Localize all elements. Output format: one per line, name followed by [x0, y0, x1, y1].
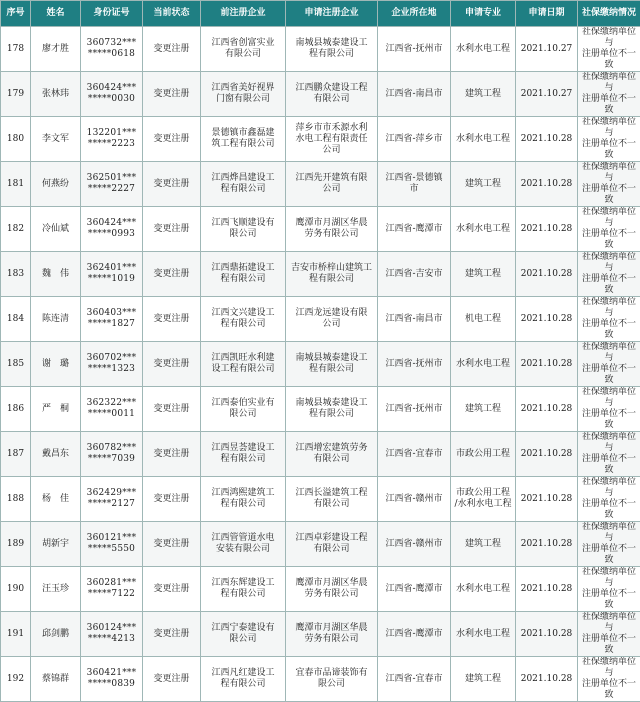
cell-applied-major: 建筑工程	[451, 522, 516, 567]
cell-name: 张林玮	[31, 72, 81, 117]
cell-company-location: 江西省-鹰潭市	[378, 612, 451, 657]
cell-applied-major: 水利水电工程	[451, 207, 516, 252]
cell-no: 185	[1, 342, 31, 387]
cell-social-security: 社保缴纳单位与 注册单位不一致	[578, 477, 640, 522]
cell-applied-company: 鹰潭市月湖区华晨 劳务有限公司	[286, 612, 378, 657]
cell-apply-date: 2021.10.28	[516, 387, 578, 432]
cell-previous-company: 江西飞顺建设有 限公司	[201, 207, 286, 252]
cell-status: 变更注册	[143, 27, 201, 72]
cell-no: 182	[1, 207, 31, 252]
header-social-security: 社保缴纳情况	[578, 1, 640, 27]
cell-company-location: 江西省-抚州市	[378, 27, 451, 72]
cell-status: 变更注册	[143, 567, 201, 612]
cell-social-security: 社保缴纳单位与 注册单位不一致	[578, 657, 640, 702]
cell-previous-company: 江西管管道水电 安装有限公司	[201, 522, 286, 567]
cell-name: 胡新宇	[31, 522, 81, 567]
cell-applied-major: 市政公用工程 /水利水电工程	[451, 477, 516, 522]
cell-apply-date: 2021.10.27	[516, 27, 578, 72]
cell-social-security: 社保缴纳单位与 注册单位不一致	[578, 342, 640, 387]
cell-social-security: 社保缴纳单位与 注册单位不一致	[578, 612, 640, 657]
cell-name: 邱剑鹏	[31, 612, 81, 657]
cell-id-number: 362429*** *****2127	[81, 477, 143, 522]
cell-apply-date: 2021.10.28	[516, 162, 578, 207]
cell-name: 戴昌东	[31, 432, 81, 477]
cell-status: 变更注册	[143, 432, 201, 477]
table-header	[1, 1, 640, 27]
cell-status: 变更注册	[143, 207, 201, 252]
header-apply-date: 申请日期	[516, 1, 578, 27]
table-row	[1, 27, 640, 72]
header-no: 序号	[1, 1, 31, 27]
cell-name: 冷仙斌	[31, 207, 81, 252]
cell-id-number: 132201*** *****2223	[81, 117, 143, 162]
table-row	[1, 342, 640, 387]
table-row	[1, 162, 640, 207]
table-row	[1, 297, 640, 342]
cell-previous-company: 江西文兴建设工 程有限公司	[201, 297, 286, 342]
cell-applied-company: 江西鹏众建设工程 有限公司	[286, 72, 378, 117]
cell-id-number: 360403*** *****1827	[81, 297, 143, 342]
table-row	[1, 612, 640, 657]
header-name: 姓名	[31, 1, 81, 27]
cell-name: 李文军	[31, 117, 81, 162]
cell-name: 蔡锦群	[31, 657, 81, 702]
cell-status: 变更注册	[143, 162, 201, 207]
cell-company-location: 江西省-宜春市	[378, 432, 451, 477]
cell-id-number: 360782*** *****7039	[81, 432, 143, 477]
table-row	[1, 477, 640, 522]
cell-applied-major: 市政公用工程	[451, 432, 516, 477]
cell-social-security: 社保缴纳单位与 注册单位不一致	[578, 117, 640, 162]
cell-applied-company: 鹰潭市月湖区华晨 劳务有限公司	[286, 567, 378, 612]
table-row	[1, 657, 640, 702]
cell-name: 何燕纷	[31, 162, 81, 207]
cell-company-location: 江西省-鹰潭市	[378, 567, 451, 612]
cell-no: 188	[1, 477, 31, 522]
cell-apply-date: 2021.10.28	[516, 207, 578, 252]
cell-applied-company: 江西卓彩建设工程 有限公司	[286, 522, 378, 567]
cell-applied-major: 水利水电工程	[451, 612, 516, 657]
cell-id-number: 360424*** *****0030	[81, 72, 143, 117]
cell-status: 变更注册	[143, 522, 201, 567]
cell-apply-date: 2021.10.28	[516, 657, 578, 702]
table-body	[1, 27, 640, 702]
cell-previous-company: 江西省创富实业 有限公司	[201, 27, 286, 72]
cell-previous-company: 江西昱荟建设工 程有限公司	[201, 432, 286, 477]
table-row	[1, 117, 640, 162]
cell-company-location: 江西省-宜春市	[378, 657, 451, 702]
cell-applied-major: 建筑工程	[451, 162, 516, 207]
cell-name: 谢 璐	[31, 342, 81, 387]
table-row	[1, 432, 640, 477]
cell-company-location: 江西省-抚州市	[378, 342, 451, 387]
cell-social-security: 社保缴纳单位与 注册单位不一致	[578, 72, 640, 117]
cell-status: 变更注册	[143, 657, 201, 702]
cell-applied-company: 宜春市品谛装饰有 限公司	[286, 657, 378, 702]
cell-applied-major: 水利水电工程	[451, 27, 516, 72]
table-row	[1, 567, 640, 612]
cell-applied-company: 吉安市桥梓山建筑工 程有限公司	[286, 252, 378, 297]
cell-id-number: 360281*** *****7122	[81, 567, 143, 612]
cell-social-security: 社保缴纳单位与 注册单位不一致	[578, 162, 640, 207]
cell-no: 183	[1, 252, 31, 297]
cell-social-security: 社保缴纳单位与 注册单位不一致	[578, 252, 640, 297]
cell-social-security: 社保缴纳单位与 注册单位不一致	[578, 387, 640, 432]
cell-applied-major: 建筑工程	[451, 387, 516, 432]
cell-applied-major: 水利水电工程	[451, 342, 516, 387]
cell-social-security: 社保缴纳单位与 注册单位不一致	[578, 522, 640, 567]
cell-apply-date: 2021.10.28	[516, 297, 578, 342]
cell-social-security: 社保缴纳单位与 注册单位不一致	[578, 207, 640, 252]
cell-applied-major: 水利水电工程	[451, 117, 516, 162]
cell-id-number: 360421*** *****0839	[81, 657, 143, 702]
table-row	[1, 72, 640, 117]
cell-applied-company: 南城县城泰建设工 程有限公司	[286, 342, 378, 387]
cell-id-number: 362322*** *****0011	[81, 387, 143, 432]
cell-status: 变更注册	[143, 72, 201, 117]
cell-apply-date: 2021.10.28	[516, 522, 578, 567]
cell-id-number: 360732*** *****0618	[81, 27, 143, 72]
cell-previous-company: 江西鼎拓建设工 程有限公司	[201, 252, 286, 297]
header-company-location: 企业所在地	[378, 1, 451, 27]
cell-no: 179	[1, 72, 31, 117]
cell-no: 184	[1, 297, 31, 342]
cell-no: 178	[1, 27, 31, 72]
cell-apply-date: 2021.10.28	[516, 117, 578, 162]
cell-status: 变更注册	[143, 297, 201, 342]
cell-company-location: 江西省-抚州市	[378, 387, 451, 432]
cell-company-location: 江西省-南昌市	[378, 297, 451, 342]
header-row	[1, 1, 640, 27]
cell-id-number: 360121*** *****5550	[81, 522, 143, 567]
cell-no: 181	[1, 162, 31, 207]
header-applied-company: 申请注册企业	[286, 1, 378, 27]
cell-applied-company: 南城县城泰建设工 程有限公司	[286, 387, 378, 432]
cell-company-location: 江西省-南昌市	[378, 72, 451, 117]
cell-id-number: 362401*** *****1019	[81, 252, 143, 297]
cell-previous-company: 江西宁泰建设有 限公司	[201, 612, 286, 657]
header-applied-major: 申请专业	[451, 1, 516, 27]
table-row	[1, 387, 640, 432]
cell-status: 变更注册	[143, 387, 201, 432]
cell-previous-company: 江西东辉建设工 程有限公司	[201, 567, 286, 612]
cell-apply-date: 2021.10.28	[516, 567, 578, 612]
cell-applied-company: 江西龙远建设有限 公司	[286, 297, 378, 342]
cell-previous-company: 景德镇市鑫磊建 筑工程有限公司	[201, 117, 286, 162]
cell-company-location: 江西省-鹰潭市	[378, 207, 451, 252]
cell-social-security: 社保缴纳单位与 注册单位不一致	[578, 27, 640, 72]
cell-no: 191	[1, 612, 31, 657]
cell-applied-major: 机电工程	[451, 297, 516, 342]
cell-id-number: 360124*** *****4213	[81, 612, 143, 657]
header-id-number: 身份证号	[81, 1, 143, 27]
cell-apply-date: 2021.10.28	[516, 252, 578, 297]
cell-no: 180	[1, 117, 31, 162]
cell-name: 魏 伟	[31, 252, 81, 297]
cell-apply-date: 2021.10.28	[516, 477, 578, 522]
cell-id-number: 360424*** *****0993	[81, 207, 143, 252]
cell-company-location: 江西省-萍乡市	[378, 117, 451, 162]
cell-applied-major: 建筑工程	[451, 72, 516, 117]
cell-company-location: 江西省-赣州市	[378, 477, 451, 522]
cell-name: 汪玉珍	[31, 567, 81, 612]
cell-previous-company: 江西凯旺水利建 设工程有限公司	[201, 342, 286, 387]
cell-no: 189	[1, 522, 31, 567]
cell-id-number: 362501*** *****2227	[81, 162, 143, 207]
cell-company-location: 江西省-吉安市	[378, 252, 451, 297]
cell-name: 陈连清	[31, 297, 81, 342]
table-row	[1, 522, 640, 567]
cell-id-number: 360702*** *****1323	[81, 342, 143, 387]
cell-applied-major: 水利水电工程	[451, 567, 516, 612]
cell-previous-company: 江西泰伯实业有 限公司	[201, 387, 286, 432]
cell-apply-date: 2021.10.28	[516, 612, 578, 657]
cell-applied-major: 建筑工程	[451, 657, 516, 702]
cell-company-location: 江西省-景德镇 市	[378, 162, 451, 207]
cell-applied-company: 南城县城泰建设工 程有限公司	[286, 27, 378, 72]
cell-applied-company: 鹰潭市月湖区华晨 劳务有限公司	[286, 207, 378, 252]
cell-name: 严 桐	[31, 387, 81, 432]
cell-social-security: 社保缴纳单位与 注册单位不一致	[578, 567, 640, 612]
cell-applied-company: 江西增宏建筑劳务 有限公司	[286, 432, 378, 477]
cell-company-location: 江西省-赣州市	[378, 522, 451, 567]
cell-apply-date: 2021.10.28	[516, 432, 578, 477]
cell-status: 变更注册	[143, 117, 201, 162]
table-row	[1, 252, 640, 297]
cell-applied-company: 萍乡市市禾源水利 水电工程有限责任 公司	[286, 117, 378, 162]
cell-no: 192	[1, 657, 31, 702]
cell-apply-date: 2021.10.28	[516, 342, 578, 387]
cell-applied-company: 江西先开建筑有限 公司	[286, 162, 378, 207]
cell-name: 杨 佳	[31, 477, 81, 522]
cell-social-security: 社保缴纳单位与 注册单位不一致	[578, 297, 640, 342]
cell-status: 变更注册	[143, 477, 201, 522]
cell-no: 190	[1, 567, 31, 612]
header-current-status: 当前状态	[143, 1, 201, 27]
header-previous-company: 前注册企业	[201, 1, 286, 27]
cell-no: 186	[1, 387, 31, 432]
cell-previous-company: 江西鸿熙建筑工 程有限公司	[201, 477, 286, 522]
cell-apply-date: 2021.10.27	[516, 72, 578, 117]
cell-previous-company: 江西省美好视界 门窗有限公司	[201, 72, 286, 117]
cell-previous-company: 江西烨昌建设工 程有限公司	[201, 162, 286, 207]
cell-no: 187	[1, 432, 31, 477]
cell-name: 廖才胜	[31, 27, 81, 72]
cell-status: 变更注册	[143, 612, 201, 657]
table-row	[1, 207, 640, 252]
cell-status: 变更注册	[143, 252, 201, 297]
cell-applied-company: 江西长溢建筑工程 有限公司	[286, 477, 378, 522]
cell-previous-company: 江西凡红建设工 程有限公司	[201, 657, 286, 702]
cell-social-security: 社保缴纳单位与 注册单位不一致	[578, 432, 640, 477]
cell-applied-major: 建筑工程	[451, 252, 516, 297]
cell-status: 变更注册	[143, 342, 201, 387]
